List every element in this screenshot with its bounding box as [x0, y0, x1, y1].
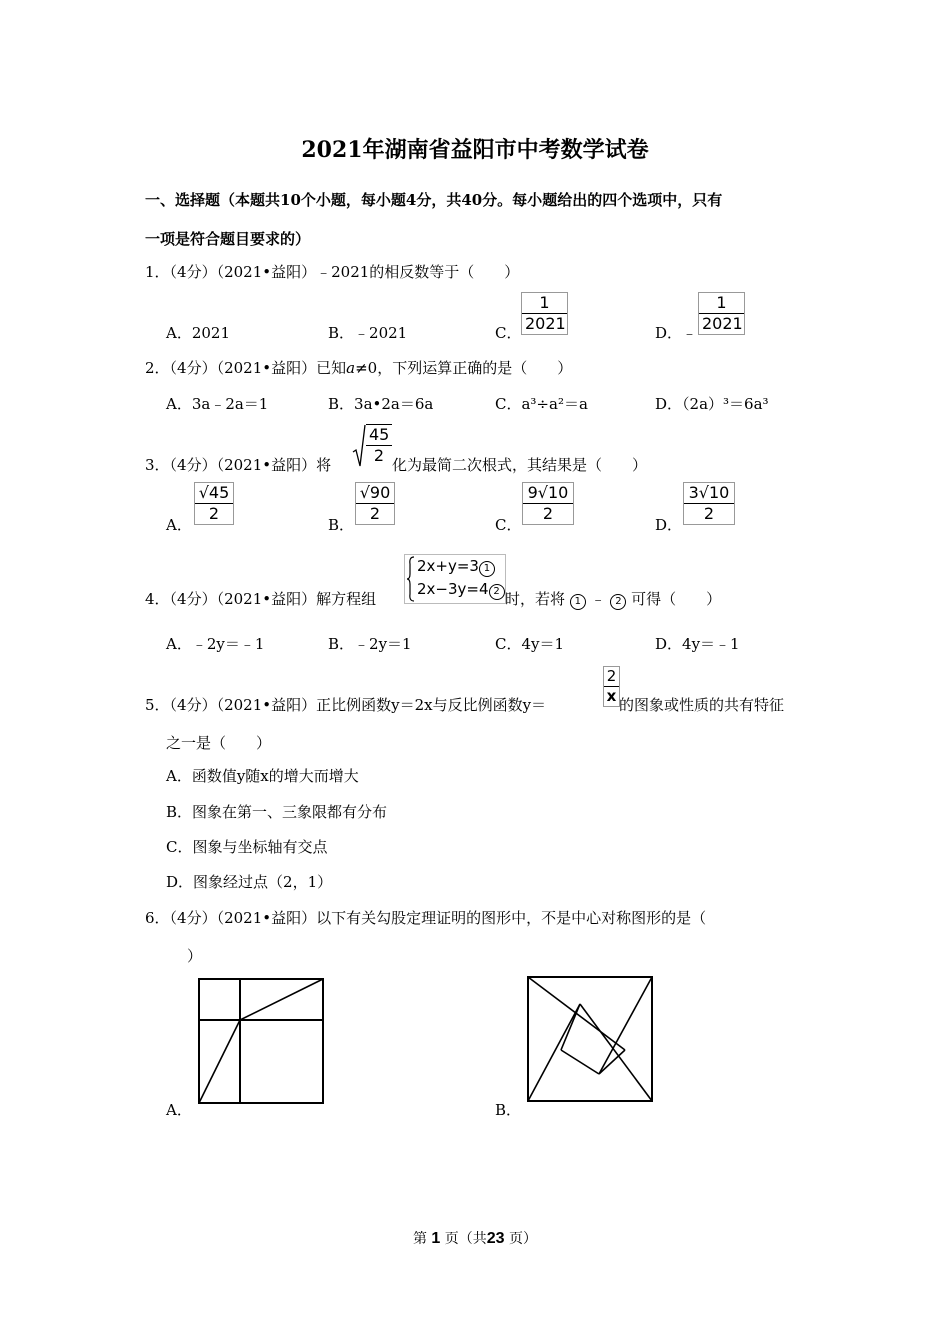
fraction-denominator: 2021: [702, 314, 743, 333]
q1-option-c-fraction: [521, 292, 568, 335]
fraction-denominator: 2021: [525, 314, 566, 333]
equation-1: [417, 557, 495, 577]
radical-denominator: 2: [373, 446, 385, 465]
q2-option-a: A．3a﹣2a＝1: [166, 395, 269, 413]
q4-stem-c: ﹣: [590, 590, 606, 608]
q4-equation-system: [404, 554, 506, 604]
q1-stem: 1．（4分）（2021•益阳）﹣2021的相反数等于（ ）: [145, 263, 520, 281]
q6-figure-a: [198, 978, 325, 1105]
q4-stem-rest: [505, 588, 721, 610]
footer-total-pages: 23: [486, 1230, 505, 1247]
fraction-numerator: 2: [604, 667, 619, 687]
q3-option-b: B．: [328, 516, 355, 534]
q3-option-c-fraction: [522, 482, 574, 525]
footer-page-number: 1: [431, 1230, 441, 1247]
fraction-denominator: 2: [208, 504, 220, 523]
brace-icon: [406, 556, 416, 602]
q6-stem-line2: ）: [187, 947, 203, 965]
q4-stem-d: 可得（ ）: [631, 590, 722, 608]
circled-1-icon: 1: [479, 561, 495, 577]
q5-stem-a: 5．（4分）（2021•益阳）正比例函数y＝2x与反比例函数y＝: [145, 696, 547, 714]
q3-option-d: D．: [655, 516, 683, 534]
fraction-numerator: 1: [699, 293, 744, 314]
q1-option-d: D．﹣: [655, 324, 698, 342]
q5-option-b: B．图象在第一、三象限都有分布: [166, 803, 388, 821]
equation-2-text: 2x−3y=4: [417, 580, 489, 598]
q5-option-c: C．图象与坐标轴有交点: [166, 838, 328, 856]
section-heading-line2: 一项是符合题目要求的）: [145, 230, 311, 248]
fraction-denominator: 2: [369, 504, 381, 523]
circled-2-icon: 2: [489, 584, 505, 600]
q6-figure-b: [527, 976, 654, 1103]
q4-option-b: B．﹣2y＝1: [328, 635, 412, 653]
q3-option-c: C．: [495, 516, 522, 534]
q2-option-d: D．（2a）³＝6a³: [655, 395, 769, 413]
q5-stem-line2: 之一是（ ）: [166, 734, 272, 752]
q4-option-a: A．﹣2y＝﹣1: [166, 635, 265, 653]
fraction-denominator: x: [606, 687, 617, 705]
fraction-numerator: √45: [195, 483, 233, 504]
fraction-numerator: 1: [522, 293, 567, 314]
q1-option-b: B．﹣2021: [328, 324, 408, 342]
q4-option-c: C．4y＝1: [495, 635, 565, 653]
q2-stem-b: ≠0，下列运算正确的是（ ）: [355, 359, 573, 377]
q3-option-b-fraction: [355, 482, 395, 525]
circled-1-icon: 1: [570, 594, 586, 610]
q5-option-d: D．图象经过点（2，1）: [166, 873, 333, 891]
page-footer: [0, 1228, 950, 1248]
fraction-numerator: 9√10: [523, 483, 573, 504]
section-heading-line1: 一、选择题（本题共10个小题，每小题4分，共40分。每小题给出的四个选项中，只有: [145, 191, 723, 209]
q3-option-a-fraction: [194, 482, 234, 525]
q4-stem-a: 4．（4分）（2021•益阳）解方程组: [145, 590, 377, 608]
q3-stem-b: 化为最简二次根式，其结果是（ ）: [392, 456, 648, 474]
q1-option-c: C．: [495, 324, 522, 342]
fraction-numerator: 3√10: [684, 483, 734, 504]
q1-option-d-fraction: [698, 292, 745, 335]
radical-numerator: 45: [366, 425, 392, 446]
q2-stem-a: 2．（4分）（2021•益阳）已知: [145, 359, 347, 377]
radical-sign: [352, 424, 366, 468]
q2-option-c: C．a³÷a²＝a: [495, 395, 588, 413]
fraction-numerator: √90: [356, 483, 394, 504]
equation-1-text: 2x+y=3: [417, 557, 479, 575]
page-title: 2021年湖南省益阳市中考数学试卷: [301, 137, 649, 163]
q3-stem-a: 3．（4分）（2021•益阳）将: [145, 456, 332, 474]
q3-option-d-fraction: [683, 482, 735, 525]
q3-option-a: A．: [166, 516, 192, 534]
q5-option-a: A．函数值y随x的增大而增大: [166, 767, 359, 785]
q6-option-b: B．: [495, 1101, 522, 1119]
q1-option-a: A．2021: [166, 324, 231, 342]
circled-2-icon: 2: [610, 594, 626, 610]
footer-mid: 页（共: [444, 1231, 487, 1247]
q5-stem-b: 的图象或性质的共有特征: [619, 696, 785, 714]
q2-stem: 2．（4分）（2021•益阳）已知a≠0，下列运算正确的是（ ）: [145, 359, 573, 377]
q2-option-b: B．3a•2a＝6a: [328, 395, 434, 413]
q6-option-a: A．: [166, 1101, 192, 1119]
q3-stem-radical: [354, 424, 392, 466]
fraction-denominator: 2: [542, 504, 554, 523]
q5-fraction: [603, 666, 620, 707]
q4-stem-b: 时，若将: [505, 590, 566, 608]
equation-2: [417, 580, 505, 600]
q4-option-d: D．4y＝﹣1: [655, 635, 740, 653]
footer-pre: 第: [412, 1231, 427, 1247]
q6-stem-line1: 6．（4分）（2021•益阳）以下有关勾股定理证明的图形中，不是中心对称图形的是（: [145, 909, 707, 927]
footer-post: 页）: [509, 1231, 538, 1247]
fraction-denominator: 2: [703, 504, 715, 523]
